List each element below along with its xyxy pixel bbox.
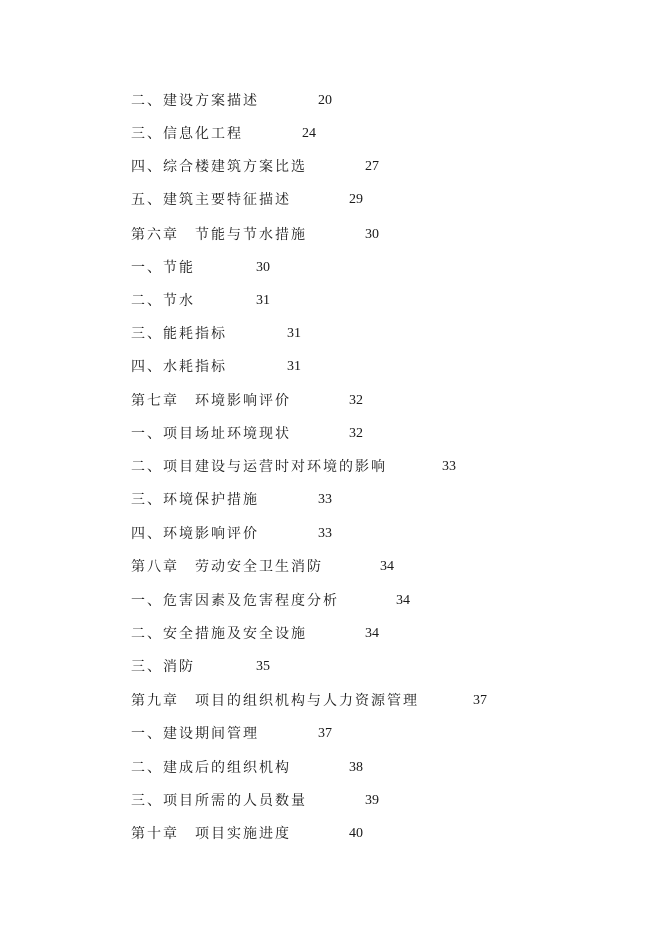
toc-entry	[131, 590, 551, 612]
toc-entry-page: 24	[302, 126, 316, 141]
toc-entry-title: 四、水耗指标	[131, 359, 227, 375]
toc-entry-title: 一、建设期间管理	[131, 726, 259, 742]
toc-entry-title: 二、安全措施及安全设施	[131, 626, 307, 642]
toc-entry-page: 33	[318, 526, 332, 541]
toc-entry	[131, 523, 551, 545]
toc-entry	[131, 224, 551, 246]
toc-entry-title: 三、项目所需的人员数量	[131, 793, 307, 809]
toc-entry-page: 39	[365, 793, 379, 808]
toc-entry-page: 40	[349, 826, 363, 841]
toc-entry	[131, 323, 551, 345]
toc-entry-title: 三、能耗指标	[131, 326, 227, 342]
toc-entry	[131, 757, 551, 779]
toc-entry	[131, 823, 551, 845]
toc-entry-page: 32	[349, 393, 363, 408]
toc-entry-title: 四、环境影响评价	[131, 526, 259, 542]
toc-entry	[131, 690, 551, 712]
toc-entry	[131, 623, 551, 645]
toc-entry-title: 二、建成后的组织机构	[131, 760, 291, 776]
toc-entry	[131, 423, 551, 445]
toc-entry-page: 30	[256, 260, 270, 275]
toc-entry	[131, 189, 551, 211]
toc-entry-title: 第六章 节能与节水措施	[131, 227, 307, 243]
toc-entry-page: 38	[349, 760, 363, 775]
toc-entry	[131, 556, 551, 578]
toc-entry-title: 第八章 劳动安全卫生消防	[131, 559, 323, 575]
toc-entry-page: 32	[349, 426, 363, 441]
toc-entry-title: 一、危害因素及危害程度分析	[131, 593, 339, 609]
toc-entry-page: 29	[349, 192, 363, 207]
toc-entry	[131, 356, 551, 378]
toc-entry-title: 四、综合楼建筑方案比选	[131, 159, 307, 175]
toc-entry-page: 35	[256, 659, 270, 674]
toc-entry-title: 第十章 项目实施进度	[131, 826, 291, 842]
toc-entry-title: 五、建筑主要特征描述	[131, 192, 291, 208]
toc-entry	[131, 723, 551, 745]
toc-entry-page: 20	[318, 93, 332, 108]
toc-entry-page: 27	[365, 159, 379, 174]
toc-entry-title: 三、环境保护措施	[131, 492, 259, 508]
toc-entry-page: 33	[442, 459, 456, 474]
toc-entry-title: 二、建设方案描述	[131, 93, 259, 109]
toc-entry-title: 二、项目建设与运营时对环境的影响	[131, 459, 387, 475]
toc-entry-page: 30	[365, 227, 379, 242]
toc-entry-page: 31	[287, 359, 301, 374]
toc-entry-page: 34	[380, 559, 394, 574]
toc-entry-page: 34	[365, 626, 379, 641]
toc-entry	[131, 257, 551, 279]
toc-entry-title: 三、信息化工程	[131, 126, 243, 142]
toc-entry	[131, 456, 551, 478]
toc-entry	[131, 90, 551, 112]
toc-entry-title: 一、节能	[131, 260, 195, 276]
toc-entry-title: 三、消防	[131, 659, 195, 675]
toc-entry-page: 37	[318, 726, 332, 741]
toc-entry	[131, 489, 551, 511]
toc-entry	[131, 156, 551, 178]
toc-entry-page: 37	[473, 693, 487, 708]
toc-entry-title: 第九章 项目的组织机构与人力资源管理	[131, 693, 419, 709]
toc-entry-page: 31	[256, 293, 270, 308]
toc-entry	[131, 290, 551, 312]
toc-entry-title: 一、项目场址环境现状	[131, 426, 291, 442]
toc-entry-title: 二、节水	[131, 293, 195, 309]
toc-entry	[131, 656, 551, 678]
toc-entry-title: 第七章 环境影响评价	[131, 393, 291, 409]
toc-entry-page: 34	[396, 593, 410, 608]
toc-entry	[131, 123, 551, 145]
toc-entry-page: 31	[287, 326, 301, 341]
toc-entry	[131, 790, 551, 812]
toc-entry	[131, 390, 551, 412]
toc-entry-page: 33	[318, 492, 332, 507]
